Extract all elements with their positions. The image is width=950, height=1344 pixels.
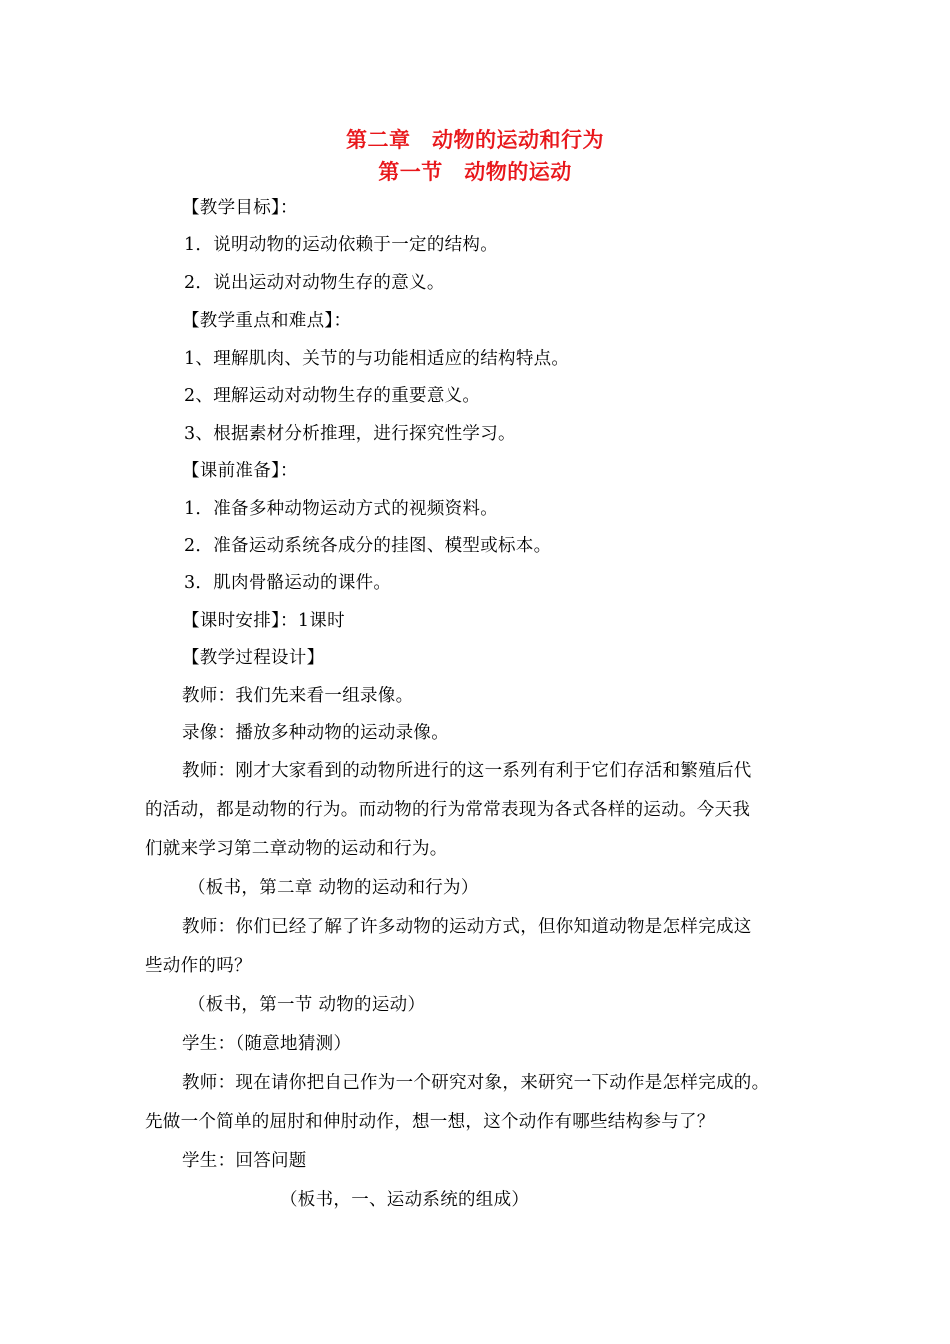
preparation-item: 3．肌肉骨骼运动的课件。 <box>184 573 392 593</box>
process-paragraph-cont: 们就来学习第二章动物的运动和行为。 <box>145 839 448 859</box>
board-note: （板书，第二章 动物的运动和行为） <box>188 878 479 898</box>
process-heading: 【教学过程设计】 <box>182 648 325 668</box>
board-note: （板书，第一节 动物的运动） <box>188 995 426 1015</box>
process-paragraph: 学生：（随意地猜测） <box>182 1034 352 1054</box>
process-paragraph-cont: 先做一个简单的屈肘和伸肘动作，想一想，这个动作有哪些结构参与了？ <box>145 1112 715 1132</box>
key-point-item: 1、理解肌肉、关节的与功能相适应的结构特点。 <box>184 349 570 369</box>
key-point-item: 2、理解运动对动物生存的重要意义。 <box>184 386 481 406</box>
process-paragraph-cont: 的活动，都是动物的行为。而动物的行为常常表现为各式各样的运动。今天我 <box>145 800 751 820</box>
preparation-heading: 【课前准备】： <box>182 461 298 481</box>
objectives-heading: 【教学目标】： <box>182 198 298 218</box>
preparation-item: 1．准备多种动物运动方式的视频资料。 <box>184 499 499 519</box>
process-paragraph: 录像：播放多种动物的运动录像。 <box>182 723 449 743</box>
section-title: 第一节 动物的运动 <box>378 160 572 184</box>
schedule-line: 【课时安排】：1课时 <box>182 611 345 631</box>
process-paragraph-cont: 些动作的吗？ <box>145 956 252 976</box>
key-points-heading: 【教学重点和难点】： <box>182 311 352 331</box>
objective-item: 1．说明动物的运动依赖于一定的结构。 <box>184 235 499 255</box>
process-paragraph: 学生：回答问题 <box>182 1151 307 1171</box>
board-note: （板书，一、运动系统的组成） <box>280 1190 530 1210</box>
preparation-item: 2．准备运动系统各成分的挂图、模型或标本。 <box>184 536 552 556</box>
process-paragraph: 教师：现在请你把自己作为一个研究对象，来研究一下动作是怎样完成的。 <box>182 1073 770 1093</box>
chapter-title: 第二章 动物的运动和行为 <box>346 128 604 152</box>
process-paragraph: 教师：刚才大家看到的动物所进行的这一系列有利于它们存活和繁殖后代 <box>182 761 752 781</box>
process-paragraph: 教师：你们已经了解了许多动物的运动方式，但你知道动物是怎样完成这 <box>182 917 752 937</box>
key-point-item: 3、根据素材分析推理，进行探究性学习。 <box>184 424 516 444</box>
objective-item: 2．说出运动对动物生存的意义。 <box>184 273 445 293</box>
process-paragraph: 教师：我们先来看一组录像。 <box>182 686 414 706</box>
